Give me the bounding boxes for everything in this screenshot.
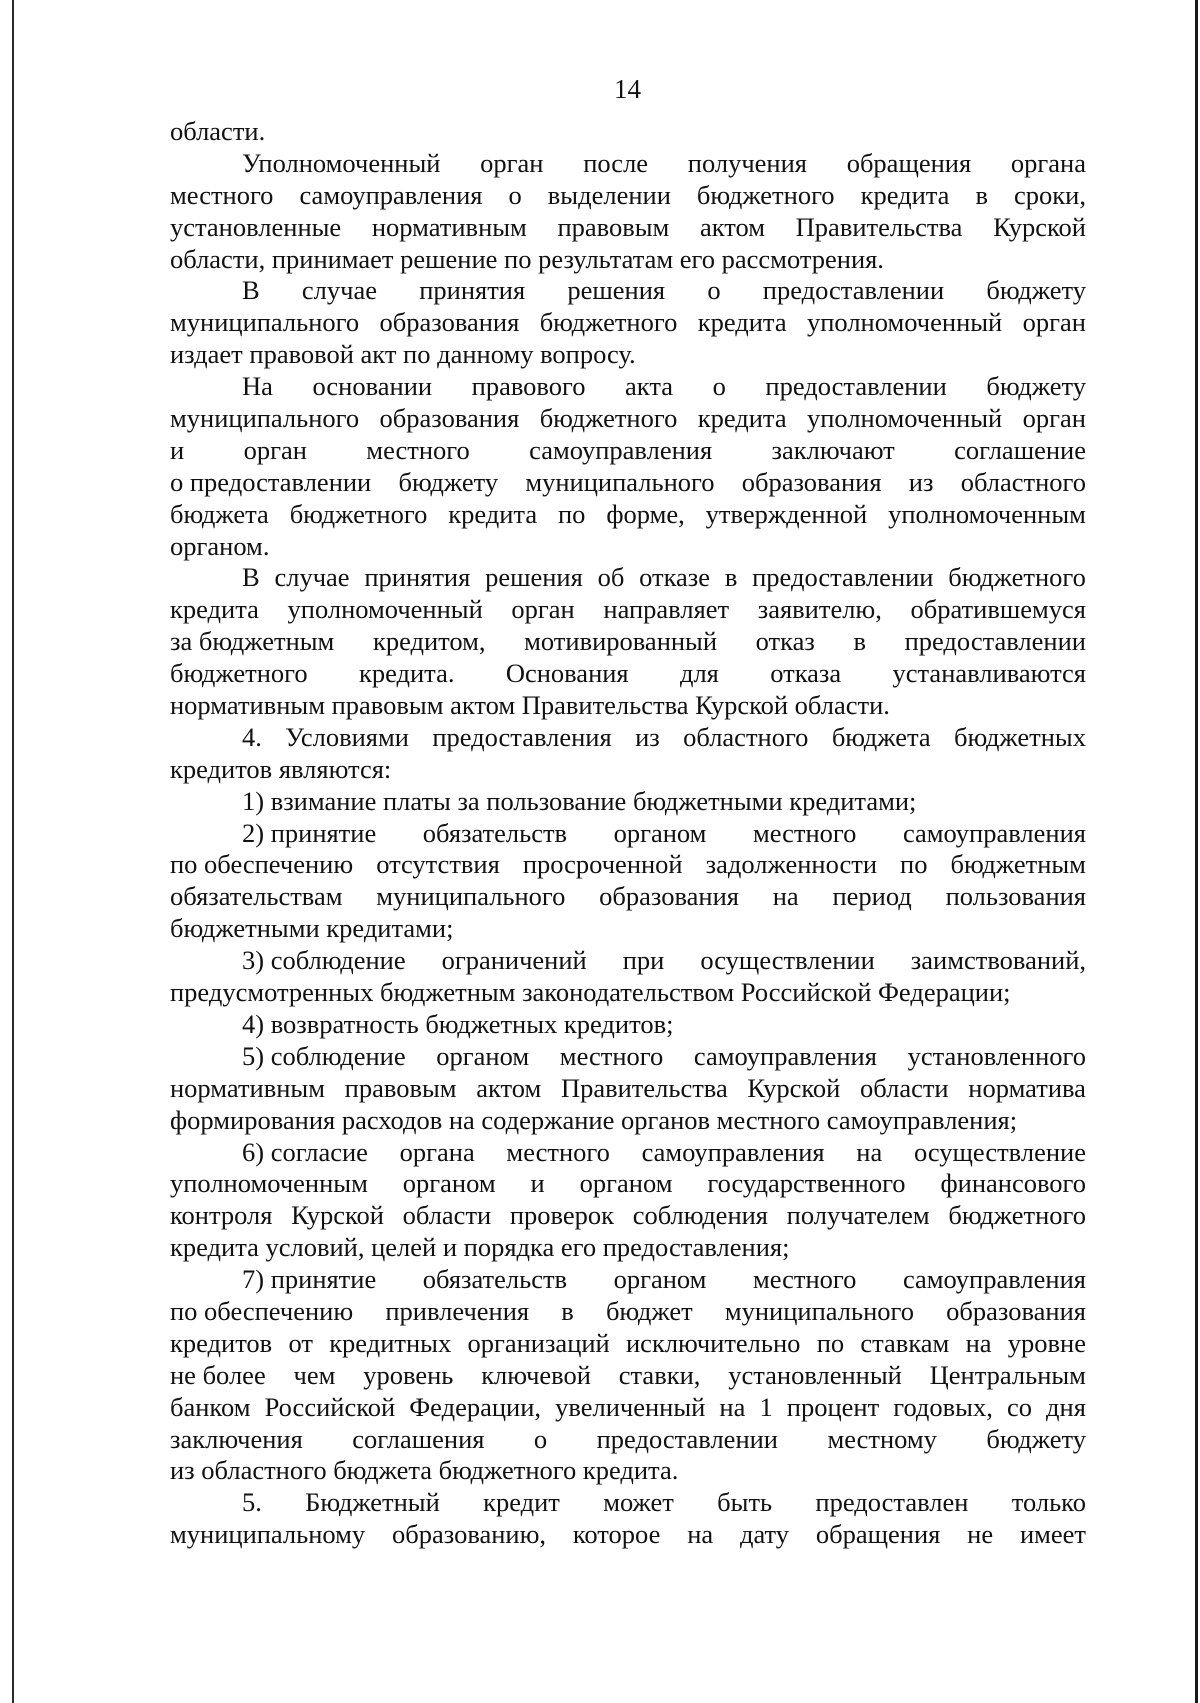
text-word: кредитом, (372, 626, 486, 657)
text-word: Правительства (560, 1072, 728, 1103)
text-word: нормативным (371, 211, 527, 242)
text-word: предусмотренных бюджетным законодательством Российской Федерации; (170, 977, 1011, 1008)
text-line (170, 849, 1086, 881)
text-word: за бюджетным (170, 626, 335, 657)
text-word: увеличенный (555, 1391, 706, 1422)
text-word: кредитов являются: (170, 753, 392, 784)
text-word: заявителю, (757, 594, 882, 625)
text-word: обязательств (422, 1264, 568, 1295)
text-word: кредита (860, 179, 950, 210)
text-word: муниципального (170, 307, 360, 338)
text-word: правового (471, 371, 586, 402)
text-line (170, 275, 1086, 307)
text-word: бюджету (986, 275, 1086, 306)
text-line (170, 1360, 1086, 1392)
text-word: бюджету (986, 371, 1086, 402)
text-word: областного (683, 721, 809, 752)
text-line (170, 531, 1086, 563)
text-line (170, 818, 1086, 850)
text-word: дату (739, 1519, 790, 1550)
text-word: орган (511, 594, 575, 625)
text-word: В (242, 275, 260, 306)
scan-edge-right (1195, 0, 1198, 1703)
text-word: годовых, (893, 1391, 993, 1422)
text-word: со (1006, 1391, 1032, 1422)
text-word: орган (243, 434, 307, 465)
text-word: из (908, 466, 934, 497)
text-word: осуществлении (700, 945, 875, 976)
text-word: муниципальному (170, 1519, 366, 1550)
text-word: 1) взимание платы за пользование бюджетными кредитами; (242, 785, 917, 816)
text-word: на (965, 1327, 992, 1358)
text-word: предоставления (432, 721, 612, 752)
text-word: муниципального (170, 403, 360, 434)
text-word: местного (752, 1264, 857, 1295)
text-word: мотивированный (524, 626, 718, 657)
text-word: из (635, 721, 660, 752)
text-word: отказе (639, 562, 711, 593)
text-word: бюджетных (954, 721, 1086, 752)
text-word: самоуправления (693, 1040, 877, 1071)
text-word: предоставлении (762, 275, 945, 306)
text-word: самоуправления (529, 434, 713, 465)
text-word: формирования расходов на содержание органов местного самоуправления; (170, 1104, 1018, 1135)
text-word: бюджетного (289, 498, 428, 529)
text-word: правовым (557, 211, 670, 242)
text-word: пользования (945, 881, 1086, 912)
text-word: заключают (771, 434, 895, 465)
text-word: банком (170, 1391, 251, 1422)
text-line (170, 594, 1086, 626)
text-line (170, 116, 1086, 148)
text-word: соглашение (954, 434, 1086, 465)
text-word: Правительства (795, 211, 963, 242)
text-word: обращения (815, 1519, 941, 1550)
text-word: 3) соблюдение (242, 945, 406, 976)
text-word: по обеспечению (170, 1295, 354, 1326)
text-word: об (597, 562, 625, 593)
text-word: установленные (170, 211, 342, 242)
text-word: установленный (728, 1359, 902, 1390)
text-word: период (832, 881, 912, 912)
text-word: муниципального (724, 1295, 914, 1326)
text-line (170, 562, 1086, 594)
text-word: привлечения (385, 1295, 530, 1326)
text-word: быть (717, 1487, 773, 1518)
text-word: соглашения (352, 1423, 485, 1454)
text-word: случае (274, 562, 350, 593)
text-word: муниципального (525, 466, 715, 497)
text-word: решения (567, 275, 666, 306)
text-word: отказа (770, 658, 842, 689)
text-word: предоставлении (904, 626, 1086, 657)
text-word: нормативным (170, 1072, 325, 1103)
text-word: бюджету (986, 1423, 1086, 1454)
text-word: уполномоченным (170, 1168, 368, 1199)
text-word: области. (170, 116, 266, 146)
scan-edge-left (12, 0, 14, 1703)
text-word: и (170, 434, 185, 465)
text-word: кредитов (170, 1327, 273, 1358)
text-word: заимствований, (910, 945, 1086, 976)
text-line (170, 1264, 1086, 1296)
text-line (170, 945, 1086, 977)
text-word: бюджетным (950, 849, 1086, 880)
text-word: органом (402, 1168, 496, 1199)
text-word: 2) принятие (242, 817, 377, 848)
text-word: местного (506, 1136, 610, 1167)
text-word: образования (599, 881, 739, 912)
text-word: 7) принятие (242, 1264, 377, 1295)
text-word: местного (170, 179, 274, 210)
text-word: бюджету (398, 466, 499, 497)
text-word: устанавливаются (892, 658, 1086, 689)
text-word: орган (480, 147, 544, 178)
text-word: муниципального (376, 881, 566, 912)
text-word: ключевой (481, 1359, 591, 1390)
text-word: местного (559, 1040, 664, 1071)
text-word: финансового (940, 1168, 1086, 1199)
text-word: бюджетного (696, 179, 835, 210)
text-word: орган (1022, 403, 1086, 434)
text-word: форме, (606, 498, 685, 529)
text-word: бюджетными кредитами; (170, 913, 454, 944)
text-word: кредита (697, 307, 787, 338)
text-word: о (707, 275, 721, 306)
text-word: только (1011, 1487, 1086, 1518)
text-word: образования (379, 403, 520, 434)
text-word: получения (687, 147, 807, 178)
text-word: 4. (242, 721, 262, 752)
text-word: уполномоченный (287, 594, 483, 625)
text-word: бюджетного (539, 403, 678, 434)
text-word: органа (399, 1136, 475, 1167)
text-line (170, 339, 1086, 371)
text-line (170, 1519, 1086, 1551)
text-word: 5. (242, 1487, 262, 1518)
text-word: органом. (170, 530, 270, 561)
text-line (170, 913, 1086, 945)
text-word: нормативным правовым актом Правительства Курской области. (170, 690, 890, 721)
text-line (170, 1137, 1086, 1169)
text-line (170, 690, 1086, 722)
text-word: сроки, (1014, 179, 1086, 210)
page-number: 14 (614, 74, 641, 104)
text-word: выделении (547, 179, 671, 210)
text-word: акта (625, 371, 674, 402)
text-line (170, 881, 1086, 913)
text-word: Курской (291, 1200, 384, 1231)
text-line (170, 977, 1086, 1009)
text-word: принятия (419, 275, 526, 306)
text-line (170, 1455, 1086, 1487)
text-word: направляет (603, 594, 730, 625)
text-line (170, 722, 1086, 754)
text-word: кредит (483, 1487, 560, 1518)
text-word: местному (827, 1423, 937, 1454)
text-word: предоставлении (596, 1423, 778, 1454)
text-word: в (724, 562, 738, 593)
text-word: местного (366, 434, 470, 465)
text-word: просроченной (522, 849, 683, 880)
text-word: органа (1010, 147, 1086, 178)
text-word: образованию, (392, 1519, 547, 1550)
text-word: норматива (968, 1072, 1086, 1103)
text-line (170, 1200, 1086, 1232)
text-word: предоставлении (765, 371, 947, 402)
text-line (170, 1232, 1086, 1264)
text-word: чем (293, 1359, 336, 1390)
text-word: кредита (448, 498, 538, 529)
text-word: кредита (697, 403, 787, 434)
text-word: 1 (759, 1391, 773, 1422)
text-word: предоставлен (815, 1487, 969, 1518)
text-word: и (530, 1168, 545, 1199)
text-word: бюджетного (170, 658, 308, 689)
text-word: может (603, 1487, 674, 1518)
text-word: ставки, (618, 1359, 701, 1390)
text-word: местного (752, 817, 857, 848)
text-word: 6) согласие (242, 1136, 368, 1167)
text-word: образования (946, 1295, 1086, 1326)
text-word: на (719, 1391, 746, 1422)
text-line (170, 467, 1086, 499)
document-body (170, 116, 1086, 1551)
text-word: дня (1046, 1391, 1086, 1422)
text-line (170, 1105, 1086, 1137)
text-word: не более (170, 1359, 266, 1390)
text-word: кредита условий, целей и порядка его предоставления; (170, 1232, 790, 1263)
text-word: Бюджетный (305, 1487, 440, 1518)
text-word: орган (1022, 307, 1086, 338)
text-word: актом (699, 211, 766, 242)
text-word: обязательств (422, 817, 568, 848)
text-word: ограничений (441, 945, 587, 976)
text-word: по (816, 1327, 845, 1358)
text-word: самоуправления (902, 1264, 1086, 1295)
text-line (170, 307, 1086, 339)
text-word: случае (301, 275, 377, 306)
text-word: уполномоченный (806, 403, 1003, 434)
text-word: по (900, 849, 928, 880)
text-word: на (772, 881, 799, 912)
text-line (170, 1296, 1086, 1328)
text-word: о (712, 371, 726, 402)
text-word: которое (572, 1519, 661, 1550)
text-word: после (583, 147, 649, 178)
text-word: Условиями (285, 721, 409, 752)
text-word: осуществление (913, 1136, 1086, 1167)
text-word: от (288, 1327, 313, 1358)
text-word: Российской (264, 1391, 396, 1422)
text-word: образования (379, 307, 520, 338)
text-word: государственного (707, 1168, 906, 1199)
text-word: о (533, 1423, 548, 1454)
text-word: кредита (170, 594, 259, 625)
text-word: принятия (364, 562, 471, 593)
text-word: основании (312, 371, 433, 402)
text-word: соблюдения (632, 1200, 768, 1231)
text-line (170, 1424, 1086, 1456)
text-line (170, 244, 1086, 276)
text-word: отказ (755, 626, 815, 657)
text-word: о предоставлении (170, 466, 372, 497)
text-word: правовым (344, 1072, 457, 1103)
text-word: на (856, 1136, 883, 1167)
text-word: области (402, 1200, 492, 1231)
text-word: Основания (505, 658, 629, 689)
text-word: самоуправления (641, 1136, 825, 1167)
text-word: бюджетного (539, 307, 678, 338)
text-line (170, 1487, 1086, 1519)
text-word: обратившемуся (910, 594, 1086, 625)
text-word: образования (741, 466, 882, 497)
text-word: заключения (170, 1423, 303, 1454)
text-word: не (967, 1519, 994, 1550)
text-word: органом (579, 1168, 673, 1199)
text-line (170, 626, 1086, 658)
text-word: по обеспечению (170, 849, 354, 880)
text-word: организаций (467, 1327, 610, 1358)
text-line (170, 371, 1086, 403)
text-word: установленного (907, 1040, 1086, 1071)
text-word: 4) возвратность бюджетных кредитов; (242, 1008, 674, 1039)
text-word: проверок (509, 1200, 615, 1231)
text-word: контроля (170, 1200, 273, 1231)
text-word: органом (436, 1040, 530, 1071)
text-word: бюджетного (948, 1200, 1086, 1231)
text-word: уполномоченным (888, 498, 1086, 529)
text-word: задолженности (705, 849, 877, 880)
text-word: о (508, 179, 522, 210)
text-word: самоуправления (299, 179, 483, 210)
text-word: по (557, 498, 586, 529)
text-line (170, 435, 1086, 467)
text-word: процент (786, 1391, 880, 1422)
text-word: Центральным (929, 1359, 1086, 1390)
text-word: Федерации, (409, 1391, 542, 1422)
text-line (170, 786, 1086, 818)
text-line (170, 1328, 1086, 1360)
text-word: из областного бюджета бюджетного кредита. (170, 1455, 679, 1486)
text-word: бюджет (605, 1295, 693, 1326)
text-line (170, 180, 1086, 212)
text-word: при (622, 945, 665, 976)
text-word: обращения (846, 147, 972, 178)
text-line (170, 212, 1086, 244)
text-word: получателем (786, 1200, 930, 1231)
text-line (170, 754, 1086, 786)
text-line (170, 658, 1086, 690)
text-word: исключительно (626, 1327, 801, 1358)
text-word: ставкам (860, 1327, 950, 1358)
text-word: органом (613, 817, 707, 848)
text-word: Уполномоченный (242, 147, 441, 178)
text-word: отсутствия (376, 849, 500, 880)
text-word: области (860, 1072, 949, 1103)
text-word: Курской (993, 211, 1086, 242)
text-line (170, 1041, 1086, 1073)
text-word: решения (485, 562, 583, 593)
text-word: бюджетного (948, 562, 1086, 593)
text-line (170, 1392, 1086, 1424)
text-word: предоставлении (752, 562, 934, 593)
text-word: бюджета (831, 721, 931, 752)
text-word: кредита. (358, 658, 455, 689)
text-word: издает правовой акт по данному вопросу. (170, 339, 636, 370)
text-word: актом (476, 1072, 542, 1103)
text-word: областного (960, 466, 1086, 497)
text-word: обязательствам (170, 881, 343, 912)
text-word: бюджета (170, 498, 269, 529)
text-word: уровень (363, 1359, 454, 1390)
text-word: Курской (747, 1072, 841, 1103)
text-word: области, принимает решение по результатам его рассмотрения. (170, 243, 884, 274)
text-line (170, 148, 1086, 180)
text-word: кредитных (329, 1327, 452, 1358)
text-word: утвержденной (705, 498, 868, 529)
text-word: 5) соблюдение (242, 1040, 406, 1071)
text-line (170, 1168, 1086, 1200)
text-word: в (853, 626, 866, 657)
text-line (170, 403, 1086, 435)
text-word: в (975, 179, 988, 210)
text-word: на (687, 1519, 714, 1550)
text-word: В (242, 562, 260, 593)
text-word: уровне (1007, 1327, 1086, 1358)
text-word: самоуправления (902, 817, 1086, 848)
text-word: для (679, 658, 719, 689)
text-word: органом (613, 1264, 707, 1295)
text-word: На (242, 371, 273, 402)
text-line (170, 499, 1086, 531)
text-line (170, 1073, 1086, 1105)
text-word: уполномоченный (806, 307, 1003, 338)
text-word: имеет (1019, 1519, 1086, 1550)
text-word: в (561, 1295, 574, 1326)
text-line (170, 1009, 1086, 1041)
